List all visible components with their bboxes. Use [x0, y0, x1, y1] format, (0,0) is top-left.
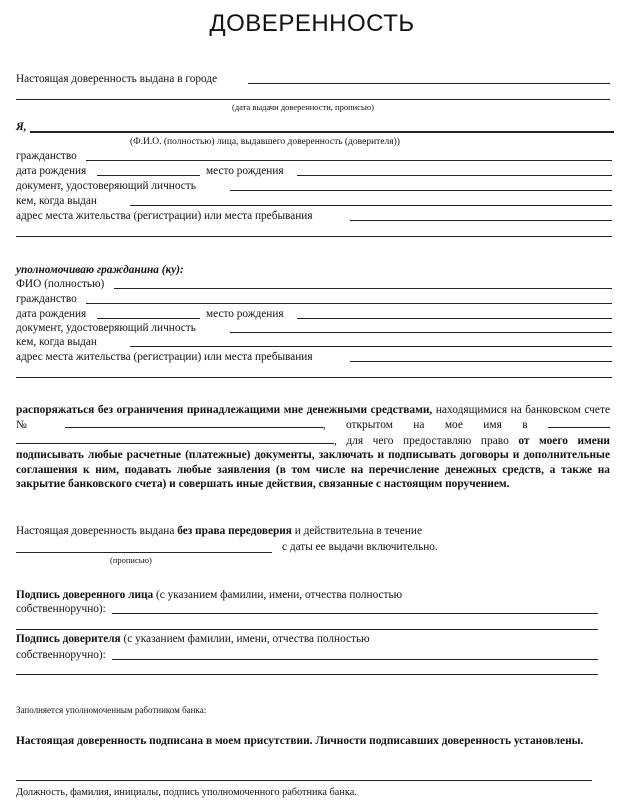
agent-signature-note: (с указанием фамилии, имени, отчества полностью	[155, 589, 403, 601]
agent-birth-place-field[interactable]	[297, 318, 612, 319]
agent-address-field-2[interactable]	[16, 377, 612, 378]
agent-signature-bold: Подпись доверенного лица	[16, 589, 154, 601]
issued-city-field[interactable]	[248, 83, 610, 84]
agent-signature-field-2[interactable]	[16, 629, 598, 630]
agent-fio-label: ФИО (полностью)	[16, 278, 105, 290]
agent-signature-end: собственноручно):	[16, 603, 106, 615]
principal-signature-field-2[interactable]	[16, 674, 598, 675]
agent-id-doc-field[interactable]	[230, 332, 612, 333]
principal-signature-line	[16, 633, 370, 646]
issue-date-field[interactable]	[16, 99, 610, 100]
agent-heading: уполномочиваю гражданина (ку):	[16, 264, 184, 276]
principal-address-label: адрес места жительства (регистрации) или места пребывания	[16, 210, 313, 222]
agent-birth-date-field[interactable]	[97, 318, 200, 319]
validity-no-subdelegation: без права передоверия	[177, 525, 292, 537]
principal-citizenship-label: гражданство	[16, 150, 77, 162]
principal-birth-place-field[interactable]	[297, 175, 612, 176]
agent-address-label: адрес места жительства (регистрации) или места пребывания	[16, 351, 313, 363]
principal-address-field-2[interactable]	[16, 236, 612, 237]
agent-id-doc-label: документ, удостоверяющий личность	[16, 322, 196, 334]
principal-fio-field[interactable]	[30, 131, 614, 133]
powers-bold-end: от моего имени подписывать любые расчетные (платежные) документы, заключать и подписывать договоры и дополнительные соглашения к ним, подавать любые заявления (в том числе на перечисление денежных средств, а также на закрытие банковского счета) и совершать иные действия, связанные с настоящим поручением.	[16, 434, 610, 491]
validity-part3: с даты ее выдачи включительно.	[282, 541, 438, 553]
agent-address-field[interactable]	[350, 361, 612, 362]
validity-line	[16, 525, 422, 538]
principal-citizenship-field[interactable]	[86, 160, 612, 161]
validity-period-field[interactable]	[16, 552, 272, 553]
account-number-field[interactable]	[65, 417, 323, 428]
principal-signature-end: собственноручно):	[16, 649, 106, 661]
principal-issued-by-field[interactable]	[130, 205, 612, 206]
bank-name-field[interactable]	[548, 417, 610, 428]
powers-bold-start: распоряжаться без ограничения принадлежащими мне денежными средствами,	[16, 404, 433, 416]
principal-signature-field[interactable]	[112, 659, 598, 660]
principal-fio-caption: (Ф.И.О. (полностью) лица, выдавшего доверенность (доверителя))	[130, 137, 400, 147]
principal-birth-date-label: дата рождения	[16, 165, 87, 177]
principal-id-doc-field[interactable]	[230, 190, 612, 191]
validity-caption: (прописью)	[110, 555, 152, 565]
validity-part1: Настоящая доверенность выдана	[16, 525, 175, 537]
principal-issued-by-label: кем, когда выдан	[16, 195, 97, 207]
issue-date-caption: (дата выдачи доверенности, прописью)	[232, 102, 375, 112]
agent-signature-line	[16, 589, 402, 602]
powers-text-grant: , для чего предоставляю право	[334, 434, 509, 447]
bank-statement: Настоящая доверенность подписана в моем присутствии. Личности подписавших доверенность установлены.	[16, 735, 584, 747]
document-title: ДОВЕРЕННОСТЬ	[209, 10, 415, 37]
bank-name-field-2[interactable]	[16, 433, 334, 444]
agent-signature-field[interactable]	[112, 613, 598, 614]
agent-citizenship-field[interactable]	[86, 303, 612, 304]
agent-citizenship-label: гражданство	[16, 293, 77, 305]
powers-text-account: находящимися на банковском счете №	[16, 404, 611, 432]
agent-birth-place-label: место рождения	[206, 308, 284, 320]
agent-birth-date-label: дата рождения	[16, 308, 87, 320]
agent-issued-by-label: кем, когда выдан	[16, 336, 97, 348]
bank-officer-field[interactable]	[16, 780, 592, 781]
powers-text-opened: , открытом на мое имя в	[322, 419, 528, 432]
principal-birth-date-field[interactable]	[97, 175, 200, 176]
agent-fio-field[interactable]	[114, 288, 612, 289]
principal-ya-label: Я,	[16, 121, 27, 133]
powers-paragraph	[16, 403, 610, 491]
principal-id-doc-label: документ, удостоверяющий личность	[16, 180, 196, 192]
principal-signature-bold: Подпись доверителя	[16, 633, 121, 645]
principal-signature-note: (с указанием фамилии, имени, отчества полностью	[123, 633, 370, 645]
agent-issued-by-field[interactable]	[130, 346, 612, 347]
principal-address-field[interactable]	[350, 220, 612, 221]
issued-in-city-label: Настоящая доверенность выдана в городе	[16, 73, 218, 85]
bank-filled-by-note: Заполняется уполномоченным работником банка:	[16, 705, 207, 715]
validity-part2: и действительна в течение	[294, 525, 422, 537]
bank-officer-caption: Должность, фамилия, инициалы, подпись уполномоченного работника банка.	[16, 787, 357, 798]
principal-birth-place-label: место рождения	[206, 165, 284, 177]
